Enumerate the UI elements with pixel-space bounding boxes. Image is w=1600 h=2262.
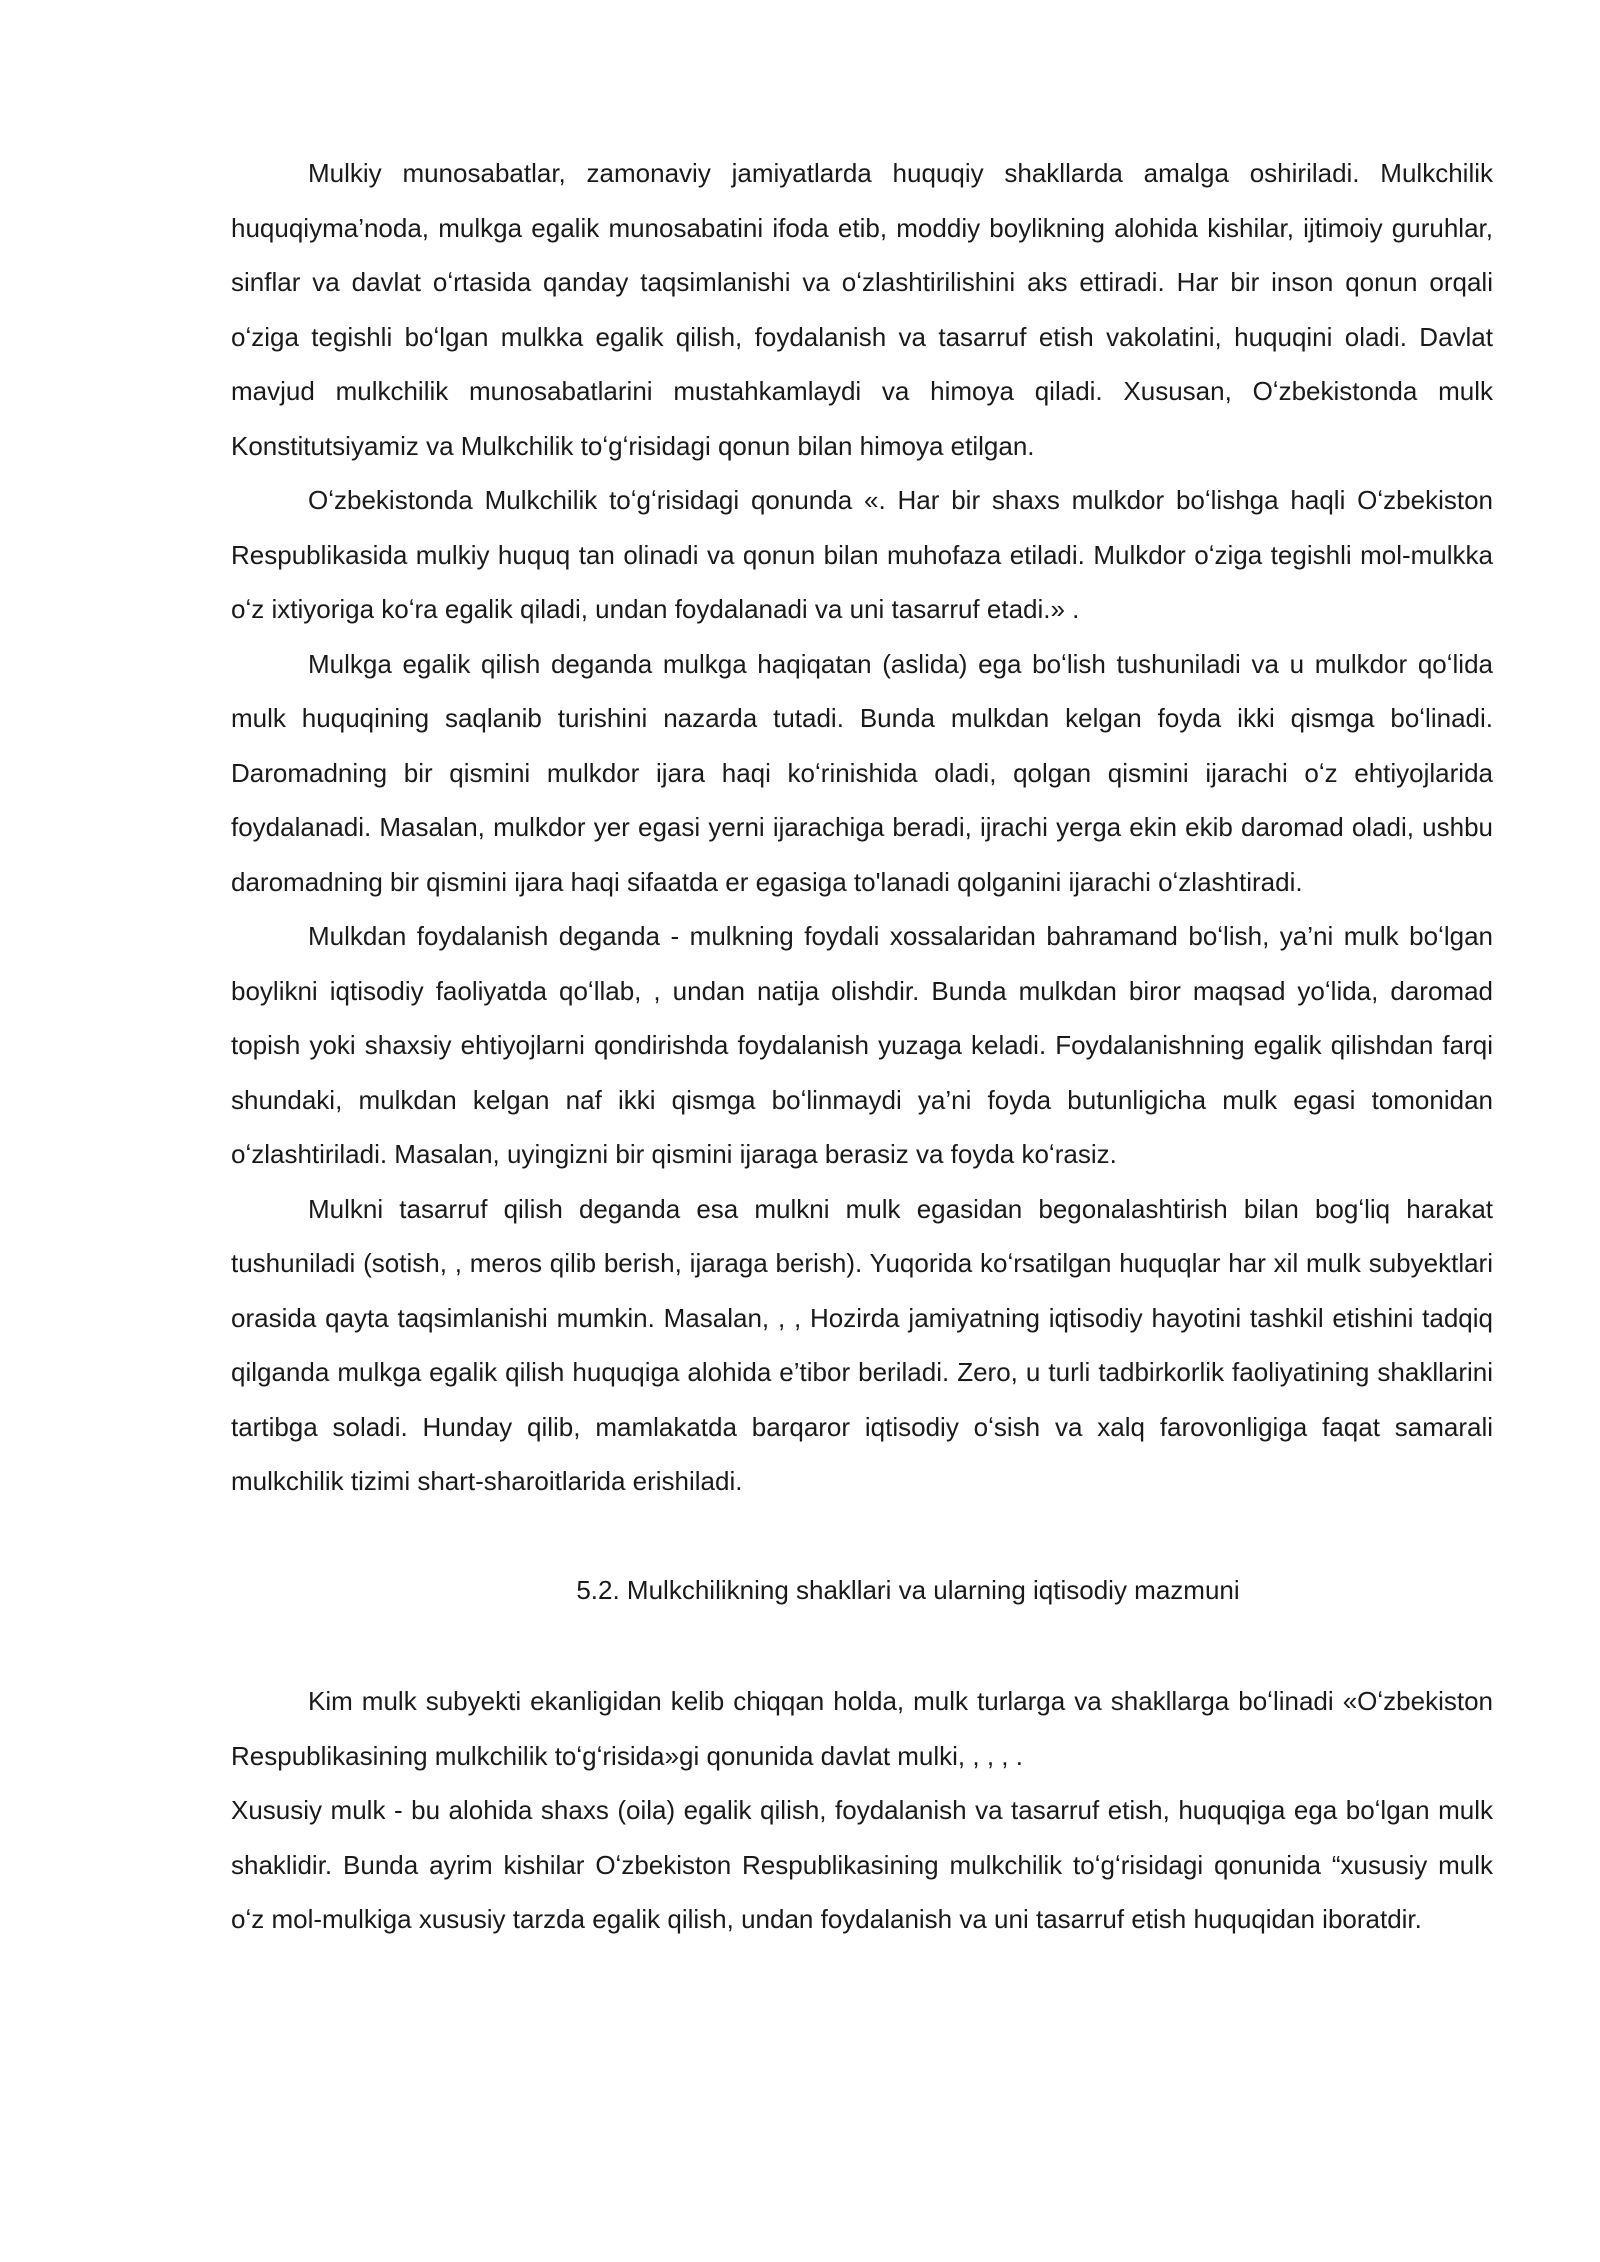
paragraph-mulkni-tasarruf: Mulkni tasarruf qilish deganda esa mulkni mulk egasidan begonalashtirish bilan bogʻliq harakat tushuniladi (sotish, , meros qilib berish, ijaraga berish). Yuqorida koʻrsatilgan huquqlar har xil mulk subyektlari orasida qayta taqsimlanishi mumkin. Masalan, , , Hozirda jamiyatning iqtisodiy hayotini tashkil etishini tadqiq qilganda mulkga egalik qilish huquqiga alohida e’tibor beriladi. Zero, u turli tadbirkorlik faoliyatining shakllarini tartibga soladi. Hunday qilib, mamlakatda barqaror iqtisodiy oʻsish va xalq farovonligiga faqat samarali mulkchilik tizimi shart-sharoitlarida erishiladi. [231, 1193, 1493, 1496]
paragraph-mulkchilik-qonuni: Oʻzbekistonda Mulkchilik toʻgʻrisidagi qonunda «. Har bir shaxs mulkdor boʻlishga haqli Oʻzbekiston Respublikasida mulkiy huquq tan olinadi va qonun bilan muhofaza etiladi. Mulkdor oʻziga tegishli mol-mulkka oʻz ixtiyoriga koʻra egalik qiladi, undan foydalanadi va uni tasarruf etadi.» . [231, 485, 1493, 624]
section-spacer-bottom [231, 1617, 1493, 1674]
paragraph-mulkiy-munosabatlar: Mulkiy munosabatlar, zamonaviy jamiyatlarda huquqiy shakllarda amalga oshiriladi. Mulkchilik huquqiyma’noda, mulkga egalik munosabatini ifoda etib, moddiy boylikning alohida kishilar, ijtimoiy guruhlar, sinflar va davlat oʻrtasida qanday taqsimlanishi va oʻzlashtirilishini aks ettiradi. Har bir inson qonun orqali oʻziga tegishli boʻlgan mulkka egalik qilish, foydalanish va tasarruf etish vakolatini, huquqini oladi. Davlat mavjud mulkchilik munosabatlarini mustahkamlaydi va himoya qiladi. Xususan, Oʻzbekistonda mulk Konstitutsiyamiz va Mulkchilik toʻgʻrisidagi qonun bilan himoya etilgan. [231, 158, 1493, 461]
section-heading: 5.2. Mulkchilikning shakllari va ularning iqtisodiy mazmuni [576, 1574, 1240, 1605]
section-spacer-top [231, 1509, 1493, 1563]
paragraph-mulkga-egalik: Mulkga egalik qilish deganda mulkga haqiqatan (aslida) ega boʻlish tushuniladi va u mulkdor qoʻlida mulk huquqining saqlanib turishini nazarda tutadi. Bunda mulkdan kelgan foyda ikki qismga boʻlinadi. Daromadning bir qismini mulkdor ijara haqi koʻrinishida oladi, qolgan qismini ijarachi oʻz ehtiyojlarida foydalanadi. Masalan, mulkdor yer egasi yerni ijarachiga beradi, ijrachi yerga ekin ekib daromad oladi, ushbu daromadning bir qismini ijara haqi sifaatda er egasiga to'lanadi qolganini ijarachi oʻzlashtiradi. [231, 648, 1493, 897]
document-page [231, 146, 1493, 1947]
paragraph-xususiy-mulk: Xususiy mulk - bu alohida shaxs (oila) egalik qilish, foydalanish va tasarruf etish, huquqiga ega boʻlgan mulk shaklidir. Bunda ayrim kishilar Oʻzbekiston Respublikasining mulkchilik toʻgʻrisidagi qonunida “xususiy mulk oʻz mol-mulkiga xususiy tarzda egalik qilish, undan foydalanish va uni tasarruf etish huquqidan iboratdir. [231, 1795, 1493, 1934]
paragraph-mulkdan-foydalanish: Mulkdan foydalanish deganda - mulkning foydali xossalaridan bahramand boʻlish, ya’ni mulk boʻlgan boylikni iqtisodiy faoliyatda qoʻllab, , undan natija olishdir. Bunda mulkdan biror maqsad yoʻlida, daromad topish yoki shaxsiy ehtiyojlarni qondirishda foydalanish yuzaga keladi. Foydalanishning egalik qilishdan farqi shundaki, mulkdan kelgan naf ikki qismga boʻlinmaydi ya’ni foyda butunligicha mulk egasi tomonidan oʻzlashtiriladi. Masalan, uyingizni bir qismini ijaraga berasiz va foyda koʻrasiz. [231, 921, 1493, 1169]
paragraph-mulk-turlari: Kim mulk subyekti ekanligidan kelib chiqqan holda, mulk turlarga va shakllarga boʻlinadi «Oʻzbekiston Respublikasining mulkchilik toʻgʻrisida»gi qonunida davlat mulki, , , , . [231, 1686, 1493, 1771]
